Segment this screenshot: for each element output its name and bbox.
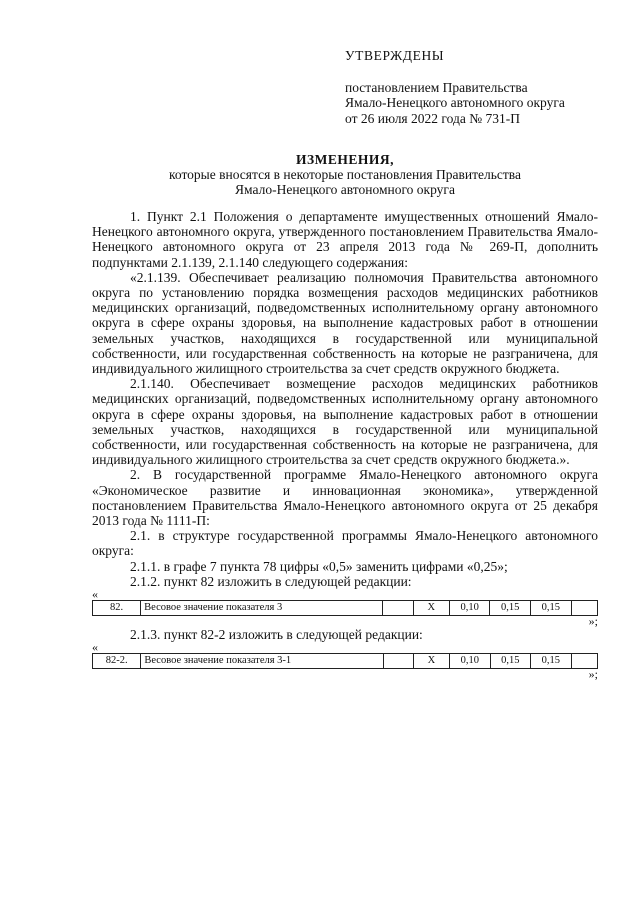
approval-line-3: от 26 июля 2022 года № 731-П (345, 110, 520, 126)
table-1-block (92, 589, 598, 627)
table-1-gap (383, 601, 413, 616)
table-1-num: 82. (93, 601, 141, 616)
approval-heading: УТВЕРЖДЕНЫ (345, 48, 445, 63)
table-1-v3: 0,15 (531, 601, 572, 616)
table-2-x: Х (413, 654, 449, 669)
table-2-num: 82-2. (93, 654, 141, 669)
table-2-v3: 0,15 (531, 654, 572, 669)
document-title: ИЗМЕНЕНИЯ, (295, 152, 394, 167)
table-1-v1: 0,10 (449, 601, 490, 616)
paragraph-6: 2.1.1. в графе 7 пункта 78 цифры «0,5» заменить цифрами «0,25»; (130, 558, 508, 574)
approval-block (345, 48, 565, 126)
table-2-v2: 0,15 (490, 654, 531, 669)
document-subtitle-1: которые вносятся в некоторые постановления Правительства (169, 167, 521, 182)
quote-open-2: « (92, 640, 98, 655)
table-2-name: Весовое значение показателя 3-1 (141, 654, 383, 669)
paragraph-7: 2.1.2. пункт 82 изложить в следующей редакции: (130, 573, 412, 589)
quote-close-1: »; (588, 614, 598, 629)
table-row (93, 654, 598, 669)
approval-line-1: постановлением Правительства (345, 79, 528, 95)
paragraph-8: 2.1.3. пункт 82-2 изложить в следующей редакции: (130, 627, 423, 643)
paragraph-1: 1. Пункт 2.1 Положения о департаменте имущественных отношений Ямало-Ненецкого автономного округа, утвержденного постановлением Правительства Ямало-Ненецкого автономного округа от 23 апреля 2013 года № 269-П, дополнить подпунктами 2.1.139, 2.1.140 следующего содержания: (92, 209, 598, 270)
table-2-gap (383, 654, 413, 669)
table-2-v1: 0,10 (450, 654, 491, 669)
table-1-name: Весовое значение показателя 3 (141, 601, 383, 616)
table-1-v2: 0,15 (490, 601, 531, 616)
document-subtitle-2: Ямало-Ненецкого автономного округа (235, 182, 455, 197)
quote-close-2: »; (588, 667, 598, 682)
table-2-block (92, 642, 598, 680)
table-1-x: Х (413, 601, 449, 616)
paragraph-4: 2. В государственной программе Ямало-Ненецкого автономного округа «Экономическое развитие и инновационная экономика», утвержденной постановлением Правительства Ямало-Ненецкого автономного округа от 25 декабря 2013 года № 1111-П: (92, 467, 598, 529)
document-body (92, 209, 598, 680)
table-1 (92, 600, 598, 616)
quote-open-1: « (92, 587, 98, 602)
paragraph-5: 2.1. в структуре государственной программы Ямало-Ненецкого автономного округа: (92, 528, 598, 559)
approval-line-2: Ямало-Ненецкого автономного округа (345, 95, 565, 110)
table-2 (92, 653, 598, 669)
paragraph-2: «2.1.139. Обеспечивает реализацию полномочия Правительства автономного округа по установлению порядка возмещения расходов медицинских работников медицинских организаций, подведомственных исполнительному органу автономного округа в сфере охраны здоровья, на выполнение кадастровых работ в отношении земельных участков, находящихся в государственной или муниципальной собственности, или государственная собственность на которые не разграничена, для индивидуального жилищного строительства за счет средств окружного бюджета. (92, 269, 598, 377)
paragraph-3: 2.1.140. Обеспечивает возмещение расходов медицинских работников медицинских организаций, подведомственных исполнительному органу автономного округа в сфере охраны здоровья, на выполнение кадастровых работ в отношении земельных участков, находящихся в государственной или муниципальной собственности, или государственная собственность на которые не разграничена, для индивидуального жилищного строительства за счет средств окружного бюджета.». (92, 376, 598, 468)
table-row (93, 601, 598, 616)
